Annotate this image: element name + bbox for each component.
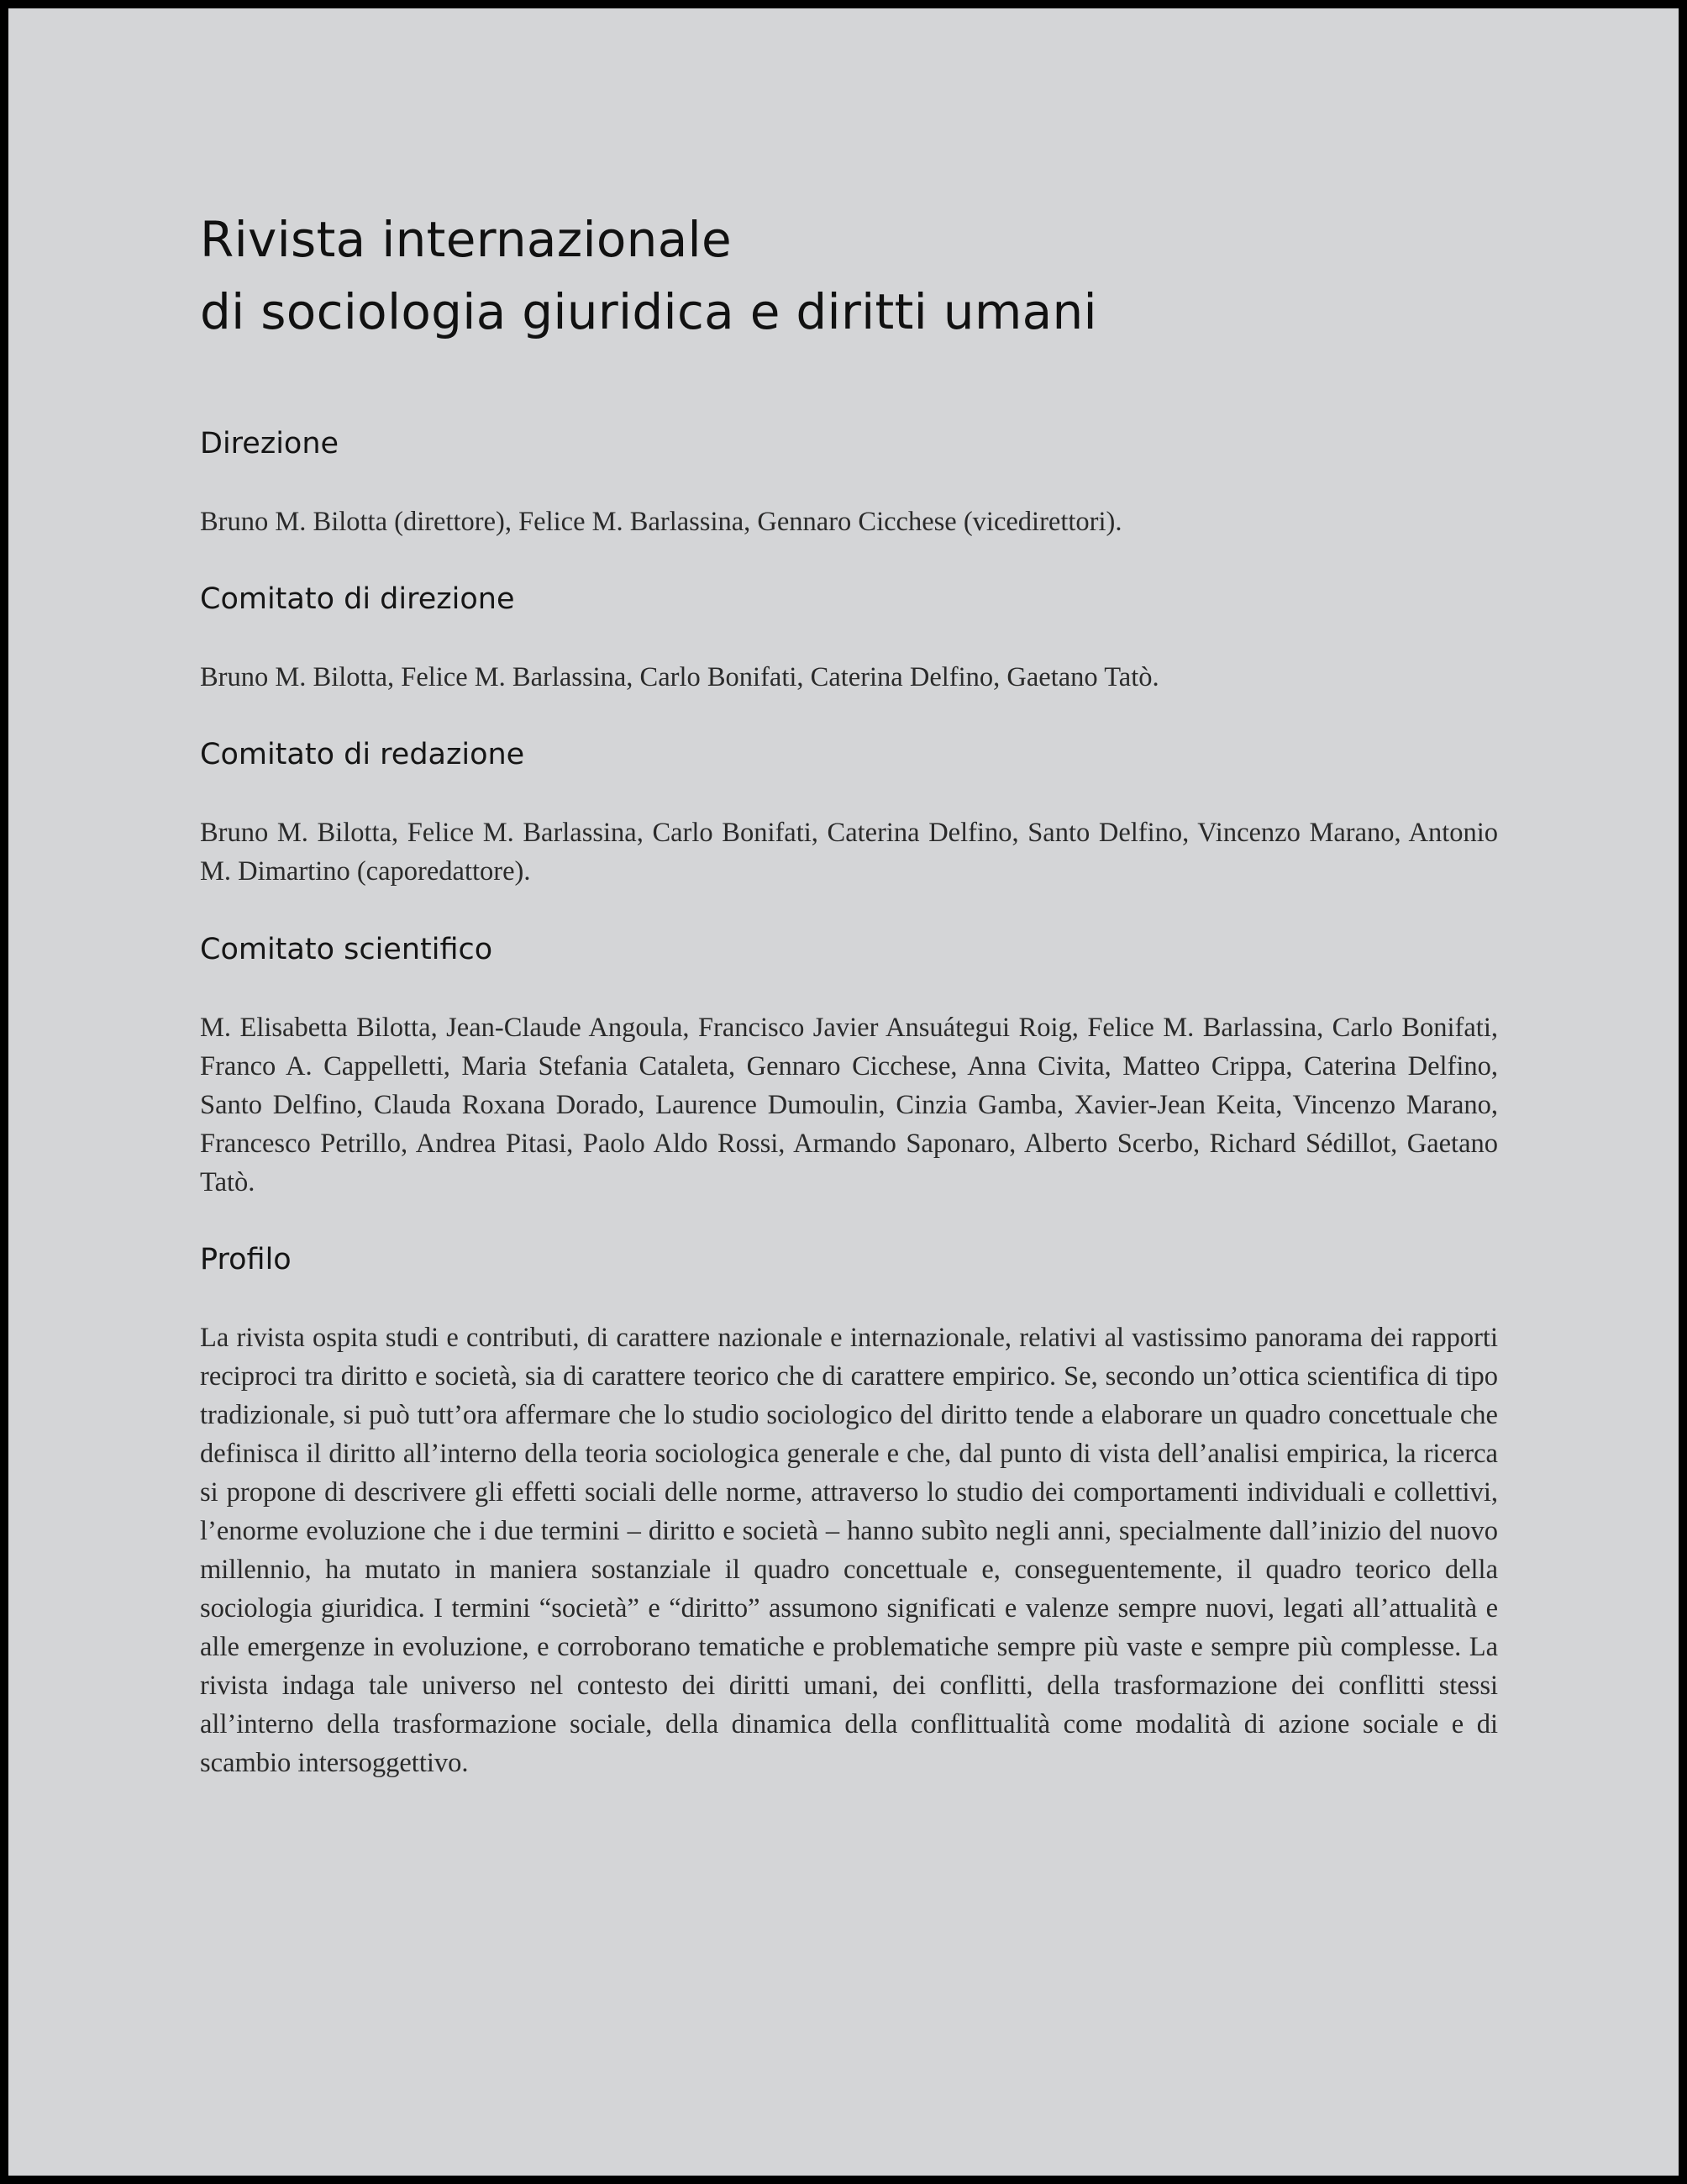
title-line-2: di sociologia giuridica e diritti umani	[200, 283, 1097, 340]
page-title	[200, 203, 1498, 348]
section-profilo	[200, 1241, 1498, 1782]
section-heading: Profilo	[200, 1243, 292, 1276]
section-text: Bruno M. Bilotta (direttore), Felice M. Barlassina, Gennaro Cicchese (vicedirettori).	[200, 507, 1122, 537]
section-text: M. Elisabetta Bilotta, Jean-Claude Angoula, Francisco Javier Ansuátegui Roig, Felice M. Barlassina, Carlo Bonifati, Franco A. Cappelletti, Maria Stefania Cataleta, Gennaro Cicchese, Anna Civita, Matteo Crippa, Caterina Delfino, Santo Delfino, Clauda Roxana Dorado, Laurence Dumoulin, Cinzia Gamba, Xavier-Jean Keita, Vincenzo Marano, Francesco Petrillo, Andrea Pitasi, Paolo Aldo Rossi, Armando Saponaro, Alberto Scerbo, Richard Sédillot, Gaetano Tatò.	[200, 1013, 1498, 1197]
section-heading: Direzione	[200, 427, 339, 460]
section-comitato-scientifico	[200, 931, 1498, 1202]
section-comitato-redazione	[200, 736, 1498, 891]
section-text: Bruno M. Bilotta, Felice M. Barlassina, Carlo Bonifati, Caterina Delfino, Gaetano Tatò.	[200, 662, 1159, 692]
section-text: La rivista ospita studi e contributi, di carattere nazionale e internazionale, relativi al vastissimo panorama dei rapporti reciproci tra diritto e società, sia di carattere teorico che di carattere empirico. Se, secondo un’ottica scientifica di tipo tradizionale, si può tutt’ora affermare che lo studio sociologico del diritto tende a elaborare un quadro concettuale che definisca il diritto all’interno della teoria sociologica generale e che, dal punto di vista dell’analisi empirica, la ricerca si propone di descrivere gli effetti sociali delle norme, attraverso lo studio dei comportamenti individuali e collettivi, l’enorme evoluzione che i due termini – diritto e società – hanno subìto negli anni, specialmente dall’inizio del nuovo millennio, ha mutato in maniera sostanziale il quadro concettuale e, conseguentemente, il quadro teorico della sociologia giuridica. I termini “società” e “diritto” assumono significati e valenze sempre nuovi, legati all’attualità e alle emergenze in evoluzione, e corroborano tematiche e problematiche sempre più vaste e sempre più complesse. La rivista indaga tale universo nel contesto dei diritti umani, dei conflitti, della trasformazione dei conflitti stessi all’interno della trasformazione sociale, della dinamica della conflittualità come modalità di azione sociale e di scambio intersoggettivo.	[200, 1323, 1498, 1778]
section-heading: Comitato scientifico	[200, 933, 493, 966]
section-heading: Comitato di direzione	[200, 582, 515, 616]
section-comitato-direzione	[200, 581, 1498, 697]
title-line-1: Rivista internazionale	[200, 211, 732, 268]
document-page	[8, 8, 1679, 2176]
section-text: Bruno M. Bilotta, Felice M. Barlassina, Carlo Bonifati, Caterina Delfino, Santo Delfino, Vincenzo Marano, Antonio M. Dimartino (caporedattore).	[200, 818, 1498, 887]
section-heading: Comitato di redazione	[200, 738, 525, 771]
section-direzione	[200, 425, 1498, 541]
